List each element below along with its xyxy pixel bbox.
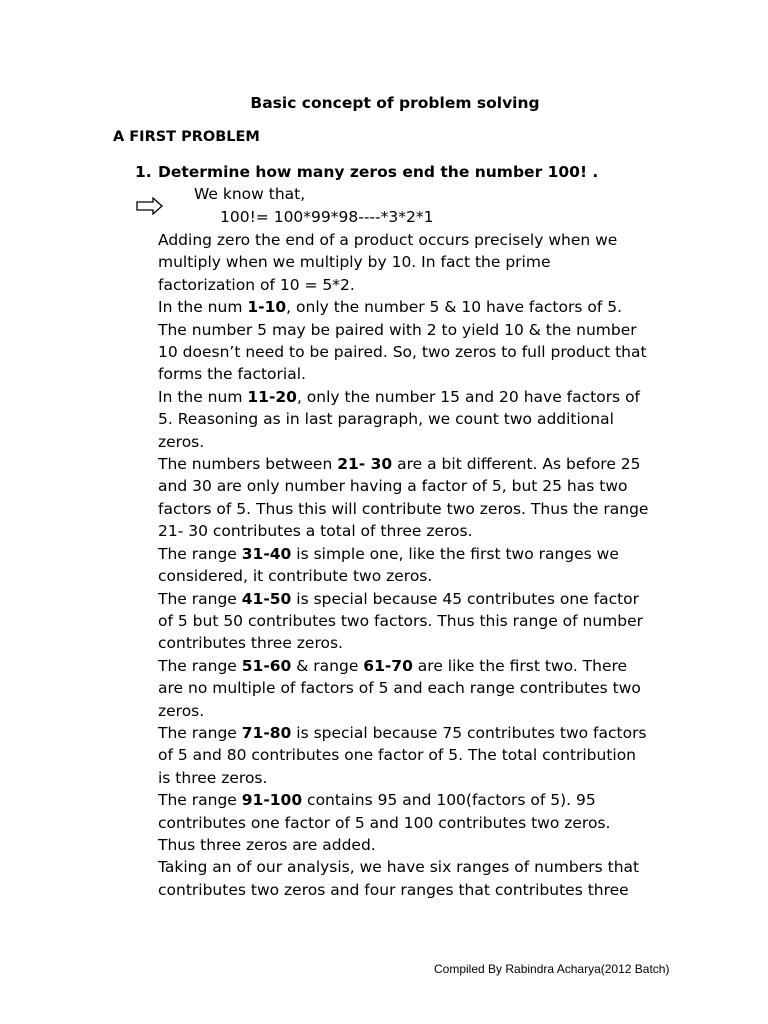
intro-text: We know that, <box>194 185 306 203</box>
paragraph <box>158 789 698 856</box>
text-run: The range <box>158 791 242 810</box>
question-number: 1. <box>135 163 152 181</box>
text-line: contributes two zeros and four ranges that contributes three <box>158 880 629 899</box>
text-line: 21- 30 contributes a total of three zeros. <box>158 522 473 541</box>
range-label: 1-10 <box>247 298 287 317</box>
text-run: are a bit different. As before 25 <box>392 455 641 474</box>
paragraph <box>158 655 698 722</box>
text-line: multiply when we multiply by 10. In fact the prime <box>158 253 551 272</box>
text-line: contributes one factor of 5 and 100 contributes two zeros. <box>158 813 611 832</box>
document-title: Basic concept of problem solving <box>250 94 540 112</box>
text-run: The range <box>158 656 242 675</box>
range-label: 91-100 <box>241 791 303 810</box>
paragraph <box>158 386 698 453</box>
section-heading: A FIRST PROBLEM <box>113 129 260 145</box>
text-line: zeros. <box>158 432 205 451</box>
range-label: 41-50 <box>241 589 292 608</box>
text-line: factorization of 10 = 5*2. <box>158 275 355 294</box>
text-line <box>158 655 698 677</box>
text-line <box>158 789 698 811</box>
range-label: 71-80 <box>241 723 292 742</box>
text-run: In the num <box>158 298 248 317</box>
text-line: contributes three zeros. <box>158 634 343 653</box>
text-line: and 30 are only number having a factor of 5, but 25 has two <box>158 477 628 496</box>
text-line: 5. Reasoning as in last paragraph, we count two additional <box>158 410 614 429</box>
text-line: The number 5 may be paired with 2 to yield 10 & the number <box>158 320 637 339</box>
text-run: , only the number 15 and 20 have factors of <box>296 387 641 406</box>
text-run: is simple one, like the first two ranges we <box>291 544 619 563</box>
text-line <box>158 588 698 610</box>
text-line: considered, it contribute two zeros. <box>158 567 433 586</box>
range-label: 21- 30 <box>337 455 393 474</box>
body-text <box>158 229 698 901</box>
footer-credit: Compiled By Rabindra Acharya(2012 Batch) <box>434 962 670 976</box>
right-arrow-icon <box>136 197 164 215</box>
text-line: is three zeros. <box>158 768 268 787</box>
text-line <box>158 543 698 565</box>
text-line: zeros. <box>158 701 205 720</box>
text-line <box>158 296 698 318</box>
text-run: In the num <box>158 387 248 406</box>
paragraph <box>158 296 698 386</box>
range-label: 11-20 <box>247 387 297 406</box>
text-run: are like the first two. There <box>412 656 628 675</box>
paragraph <box>158 856 698 901</box>
range-label: 31-40 <box>241 544 292 563</box>
paragraph <box>158 588 698 655</box>
text-line: Thus three zeros are added. <box>158 835 376 854</box>
text-line: factors of 5. Thus this will contribute two zeros. Thus the range <box>158 499 649 518</box>
text-run: is special because 45 contributes one factor <box>291 589 640 608</box>
text-run: The range <box>158 544 242 563</box>
range-label: 61-70 <box>363 656 413 675</box>
text-run: The range <box>158 723 242 742</box>
text-run: , only the number 5 & 10 have factors of 5. <box>286 298 623 317</box>
text-line <box>158 386 698 408</box>
text-line: are no multiple of factors of 5 and each range contributes two <box>158 679 641 698</box>
question-text: Determine how many zeros end the number 100! . <box>158 163 599 181</box>
text-line: Taking an of our analysis, we have six ranges of numbers that <box>158 858 640 877</box>
paragraph <box>158 543 698 588</box>
text-line: Adding zero the end of a product occurs precisely when we <box>158 231 618 249</box>
range-label: 51-60 <box>241 656 292 675</box>
text-run: contains 95 and 100(factors of 5). 95 <box>302 791 596 810</box>
text-line: forms the factorial. <box>158 365 306 384</box>
text-run: The range <box>158 589 242 608</box>
paragraph <box>158 722 698 789</box>
text-run: & range <box>291 656 364 675</box>
text-line <box>158 722 698 744</box>
factorial-formula: 100!= 100*99*98----*3*2*1 <box>220 208 434 226</box>
text-line: of 5 and 80 contributes one factor of 5. The total contribution <box>158 746 637 765</box>
text-run: The numbers between <box>158 455 338 474</box>
text-line: of 5 but 50 contributes two factors. Thus this range of number <box>158 611 644 630</box>
paragraph <box>158 229 698 296</box>
text-run: is special because 75 contributes two factors <box>291 723 647 742</box>
text-line <box>158 453 698 475</box>
paragraph <box>158 453 698 543</box>
text-line: 10 doesn’t need to be paired. So, two zeros to full product that <box>158 343 647 362</box>
